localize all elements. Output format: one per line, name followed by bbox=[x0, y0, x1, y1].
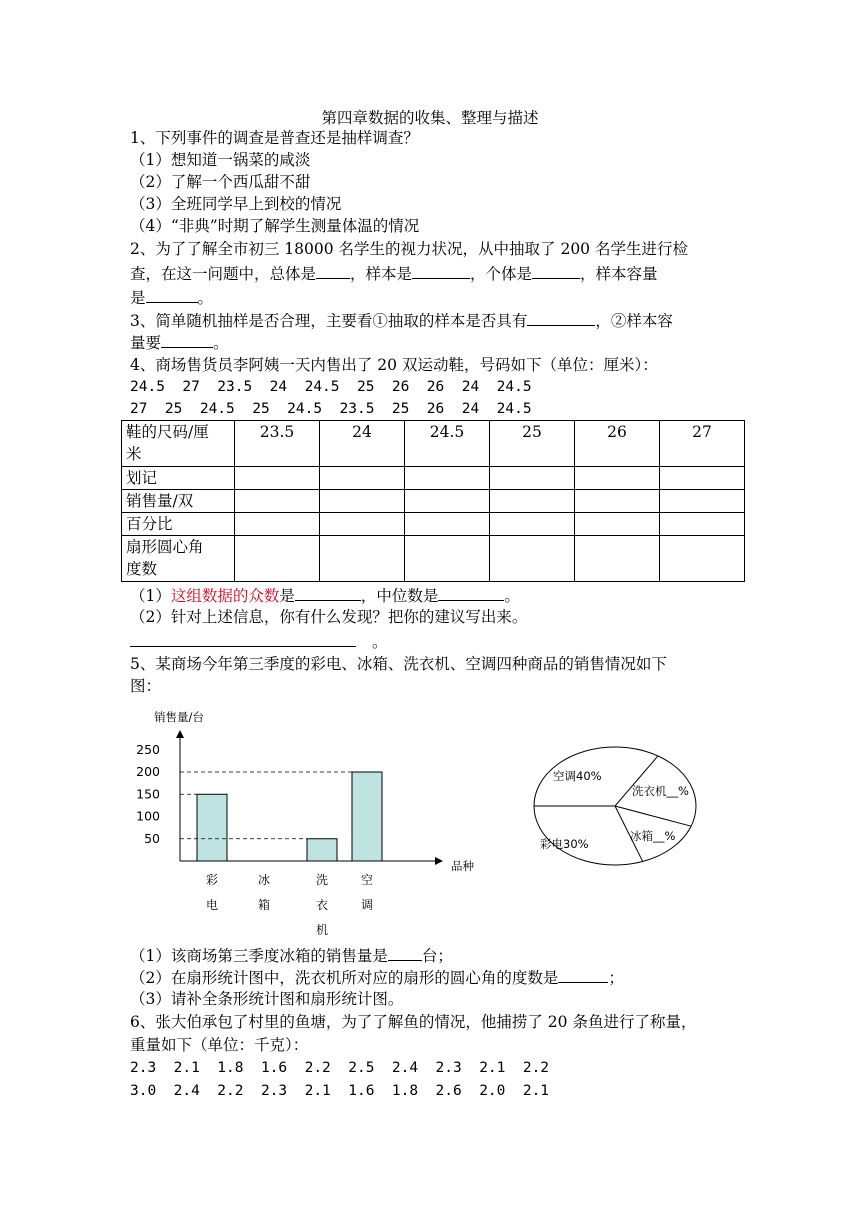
table-blank-cell[interactable] bbox=[235, 490, 320, 513]
x-axis-arrow bbox=[435, 857, 443, 865]
table-blank-cell[interactable] bbox=[660, 513, 745, 536]
y-tick-label: 200 bbox=[136, 764, 160, 779]
category-label: 电 bbox=[205, 898, 219, 912]
answer-blank[interactable] bbox=[146, 286, 198, 303]
q2-text: ，样本是 bbox=[350, 265, 413, 283]
table-blank-cell[interactable] bbox=[320, 490, 405, 513]
q2-line3 bbox=[130, 286, 213, 309]
y-tick-label: 100 bbox=[136, 808, 160, 824]
table-blank-cell[interactable] bbox=[575, 536, 660, 582]
pie-slice-label: 洗衣机__% bbox=[632, 784, 689, 798]
page-title: 第四章数据的收集、整理与描述 bbox=[321, 109, 539, 127]
q4-sub1 bbox=[130, 584, 520, 607]
answer-blank[interactable] bbox=[412, 262, 470, 279]
table-blank-cell[interactable] bbox=[235, 536, 320, 582]
q2-text: 查，在这一问题中，总体是 bbox=[130, 265, 317, 283]
table-blank-cell[interactable] bbox=[320, 513, 405, 536]
q2-text: 。 bbox=[197, 289, 214, 307]
q2-text: ，样本容量 bbox=[580, 265, 658, 283]
answer-blank[interactable] bbox=[388, 944, 422, 961]
table-size-cell: 24 bbox=[320, 421, 405, 467]
q1-item: （2）了解一个西瓜甜不甜 bbox=[130, 173, 311, 191]
table-size-cell: 25 bbox=[490, 421, 575, 467]
table-row-label: 扇形圆心角 度数 bbox=[122, 536, 235, 582]
answer-blank[interactable] bbox=[558, 966, 608, 983]
table-blank-cell[interactable] bbox=[320, 467, 405, 490]
q4-text: 。 bbox=[504, 587, 520, 605]
table-row-label: 销售量/双 bbox=[122, 490, 235, 513]
q1-stem: 1、下列事件的调查是普查还是抽样调查？ bbox=[130, 129, 419, 147]
q4-text: 。 bbox=[372, 633, 388, 651]
answer-blank[interactable] bbox=[316, 262, 350, 279]
pie-chart bbox=[520, 740, 720, 880]
category-label: 衣 bbox=[315, 898, 329, 912]
table-blank-cell[interactable] bbox=[405, 536, 490, 582]
q2-text: ，个体是 bbox=[470, 265, 533, 283]
q6-line1: 6、张大伯承包了村里的鱼塘，为了了解鱼的情况，他捕捞了 20 条鱼进行了称量， bbox=[130, 1013, 697, 1031]
pie-slice-label: 空调40% bbox=[553, 769, 602, 783]
table-blank-cell[interactable] bbox=[660, 536, 745, 582]
answer-blank[interactable] bbox=[532, 262, 580, 279]
table-blank-cell[interactable] bbox=[660, 467, 745, 490]
q4-data-row: 24.5 27 23.5 24 24.5 25 26 26 24 24.5 bbox=[130, 379, 532, 395]
table-row-label: 百分比 bbox=[122, 513, 235, 536]
q5-sub1 bbox=[130, 944, 453, 967]
q4-sub2: （2）针对上述信息，你有什么发现？把你的建议写出来。 bbox=[130, 608, 528, 626]
y-axis-arrow bbox=[176, 730, 184, 738]
q5-text: ； bbox=[608, 969, 624, 987]
category-label: 彩 bbox=[205, 873, 219, 887]
q2-line2 bbox=[130, 262, 658, 285]
table-blank-cell[interactable] bbox=[490, 513, 575, 536]
q4-answer-line bbox=[130, 630, 388, 653]
table-header-cell: 鞋的尺码/厘 米 bbox=[122, 421, 235, 467]
q4-text: ，中位数是 bbox=[360, 587, 439, 605]
y-tick-label: 50 bbox=[144, 830, 160, 846]
table-blank-cell[interactable] bbox=[575, 467, 660, 490]
q4-stem: 4、商场售货员李阿姨一天内售出了 20 双运动鞋，号码如下（单位：厘米）： bbox=[130, 356, 658, 374]
pie-slice-label: 彩电30% bbox=[540, 837, 589, 851]
q3-text: ，②样本容 bbox=[595, 312, 673, 330]
frequency-table bbox=[121, 420, 745, 582]
table-blank-cell[interactable] bbox=[235, 513, 320, 536]
table-blank-cell[interactable] bbox=[575, 490, 660, 513]
table-size-cell: 24.5 bbox=[405, 421, 490, 467]
table-size-cell: 23.5 bbox=[235, 421, 320, 467]
q1-item: （1）想知道一锅菜的咸淡 bbox=[130, 151, 311, 169]
table-blank-cell[interactable] bbox=[405, 513, 490, 536]
table-blank-cell[interactable] bbox=[235, 467, 320, 490]
q2-text: 是 bbox=[130, 289, 146, 307]
category-label: 洗 bbox=[315, 873, 329, 887]
q2-line1: 2、为了了解全市初三 18000 名学生的视力状况，从中抽取了 200 名学生进行检 bbox=[130, 240, 688, 258]
category-label: 箱 bbox=[257, 898, 271, 912]
q5-sub3: （3）请补全条形统计图和扇形统计图。 bbox=[130, 990, 404, 1008]
q3-text: 量要 bbox=[130, 334, 162, 352]
bar bbox=[197, 794, 227, 861]
q6-data-row: 2.3 2.1 1.8 1.6 2.2 2.5 2.4 2.3 2.1 2.2 bbox=[130, 1060, 550, 1076]
category-label: 空 bbox=[360, 873, 374, 887]
answer-blank[interactable] bbox=[295, 584, 361, 601]
table-blank-cell[interactable] bbox=[320, 536, 405, 582]
y-axis-label: 销售量/台 bbox=[154, 710, 204, 724]
table-blank-cell[interactable] bbox=[575, 513, 660, 536]
answer-blank[interactable] bbox=[527, 309, 595, 326]
q5-sub2 bbox=[130, 966, 624, 989]
q4-data-row: 27 25 24.5 25 24.5 23.5 25 26 24 24.5 bbox=[130, 401, 532, 417]
bar-chart bbox=[136, 700, 480, 940]
table-blank-cell[interactable] bbox=[490, 467, 575, 490]
table-blank-cell[interactable] bbox=[490, 490, 575, 513]
table-size-cell: 26 bbox=[575, 421, 660, 467]
bar bbox=[352, 772, 382, 861]
q5-line1: 5、某商场今年第三季度的彩电、冰箱、洗衣机、空调四种商品的销售情况如下 bbox=[130, 655, 667, 673]
category-label: 机 bbox=[315, 923, 329, 937]
q4-text: 是 bbox=[279, 587, 295, 605]
q6-line2: 重量如下（单位：千克）： bbox=[130, 1036, 309, 1054]
y-tick-label: 250 bbox=[136, 741, 160, 757]
category-label: 调 bbox=[360, 898, 374, 912]
q6-data-row: 3.0 2.4 2.2 2.3 2.1 1.6 1.8 2.6 2.0 2.1 bbox=[130, 1083, 550, 1099]
q5-line2: 图： bbox=[130, 677, 162, 695]
q3-text: 。 bbox=[213, 334, 229, 352]
q1-item: （3）全班同学早上到校的情况 bbox=[130, 195, 342, 213]
answer-blank[interactable] bbox=[438, 584, 504, 601]
highlighted-text: 这组数据的众数 bbox=[170, 587, 280, 605]
table-blank-cell[interactable] bbox=[405, 490, 490, 513]
table-row-label: 划记 bbox=[122, 467, 235, 490]
q3-text: 3、简单随机抽样是否合理，主要看①抽取的样本是否具有 bbox=[130, 312, 528, 330]
table-blank-cell[interactable] bbox=[490, 536, 575, 582]
q3-line1 bbox=[130, 309, 673, 332]
bar bbox=[307, 839, 337, 861]
pie-slice-label: 冰箱__% bbox=[630, 829, 676, 843]
category-label: 冰 bbox=[257, 873, 271, 887]
x-axis-label: 品种 bbox=[451, 859, 474, 873]
answer-blank[interactable] bbox=[161, 331, 213, 348]
q1-item: （4）“非典”时期了解学生测量体温的情况 bbox=[130, 217, 420, 235]
y-tick-label: 150 bbox=[136, 786, 160, 802]
q4-text: （1） bbox=[130, 587, 171, 605]
answer-blank[interactable] bbox=[130, 630, 356, 647]
q3-line2 bbox=[130, 331, 229, 354]
q5-text: （1）该商场第三季度冰箱的销售量是 bbox=[130, 947, 388, 965]
table-blank-cell[interactable] bbox=[405, 467, 490, 490]
q5-text: 台； bbox=[421, 947, 453, 965]
q5-text: （2）在扇形统计图中，洗衣机所对应的扇形的圆心角的度数是 bbox=[130, 969, 559, 987]
table-blank-cell[interactable] bbox=[660, 490, 745, 513]
table-size-cell: 27 bbox=[660, 421, 745, 467]
